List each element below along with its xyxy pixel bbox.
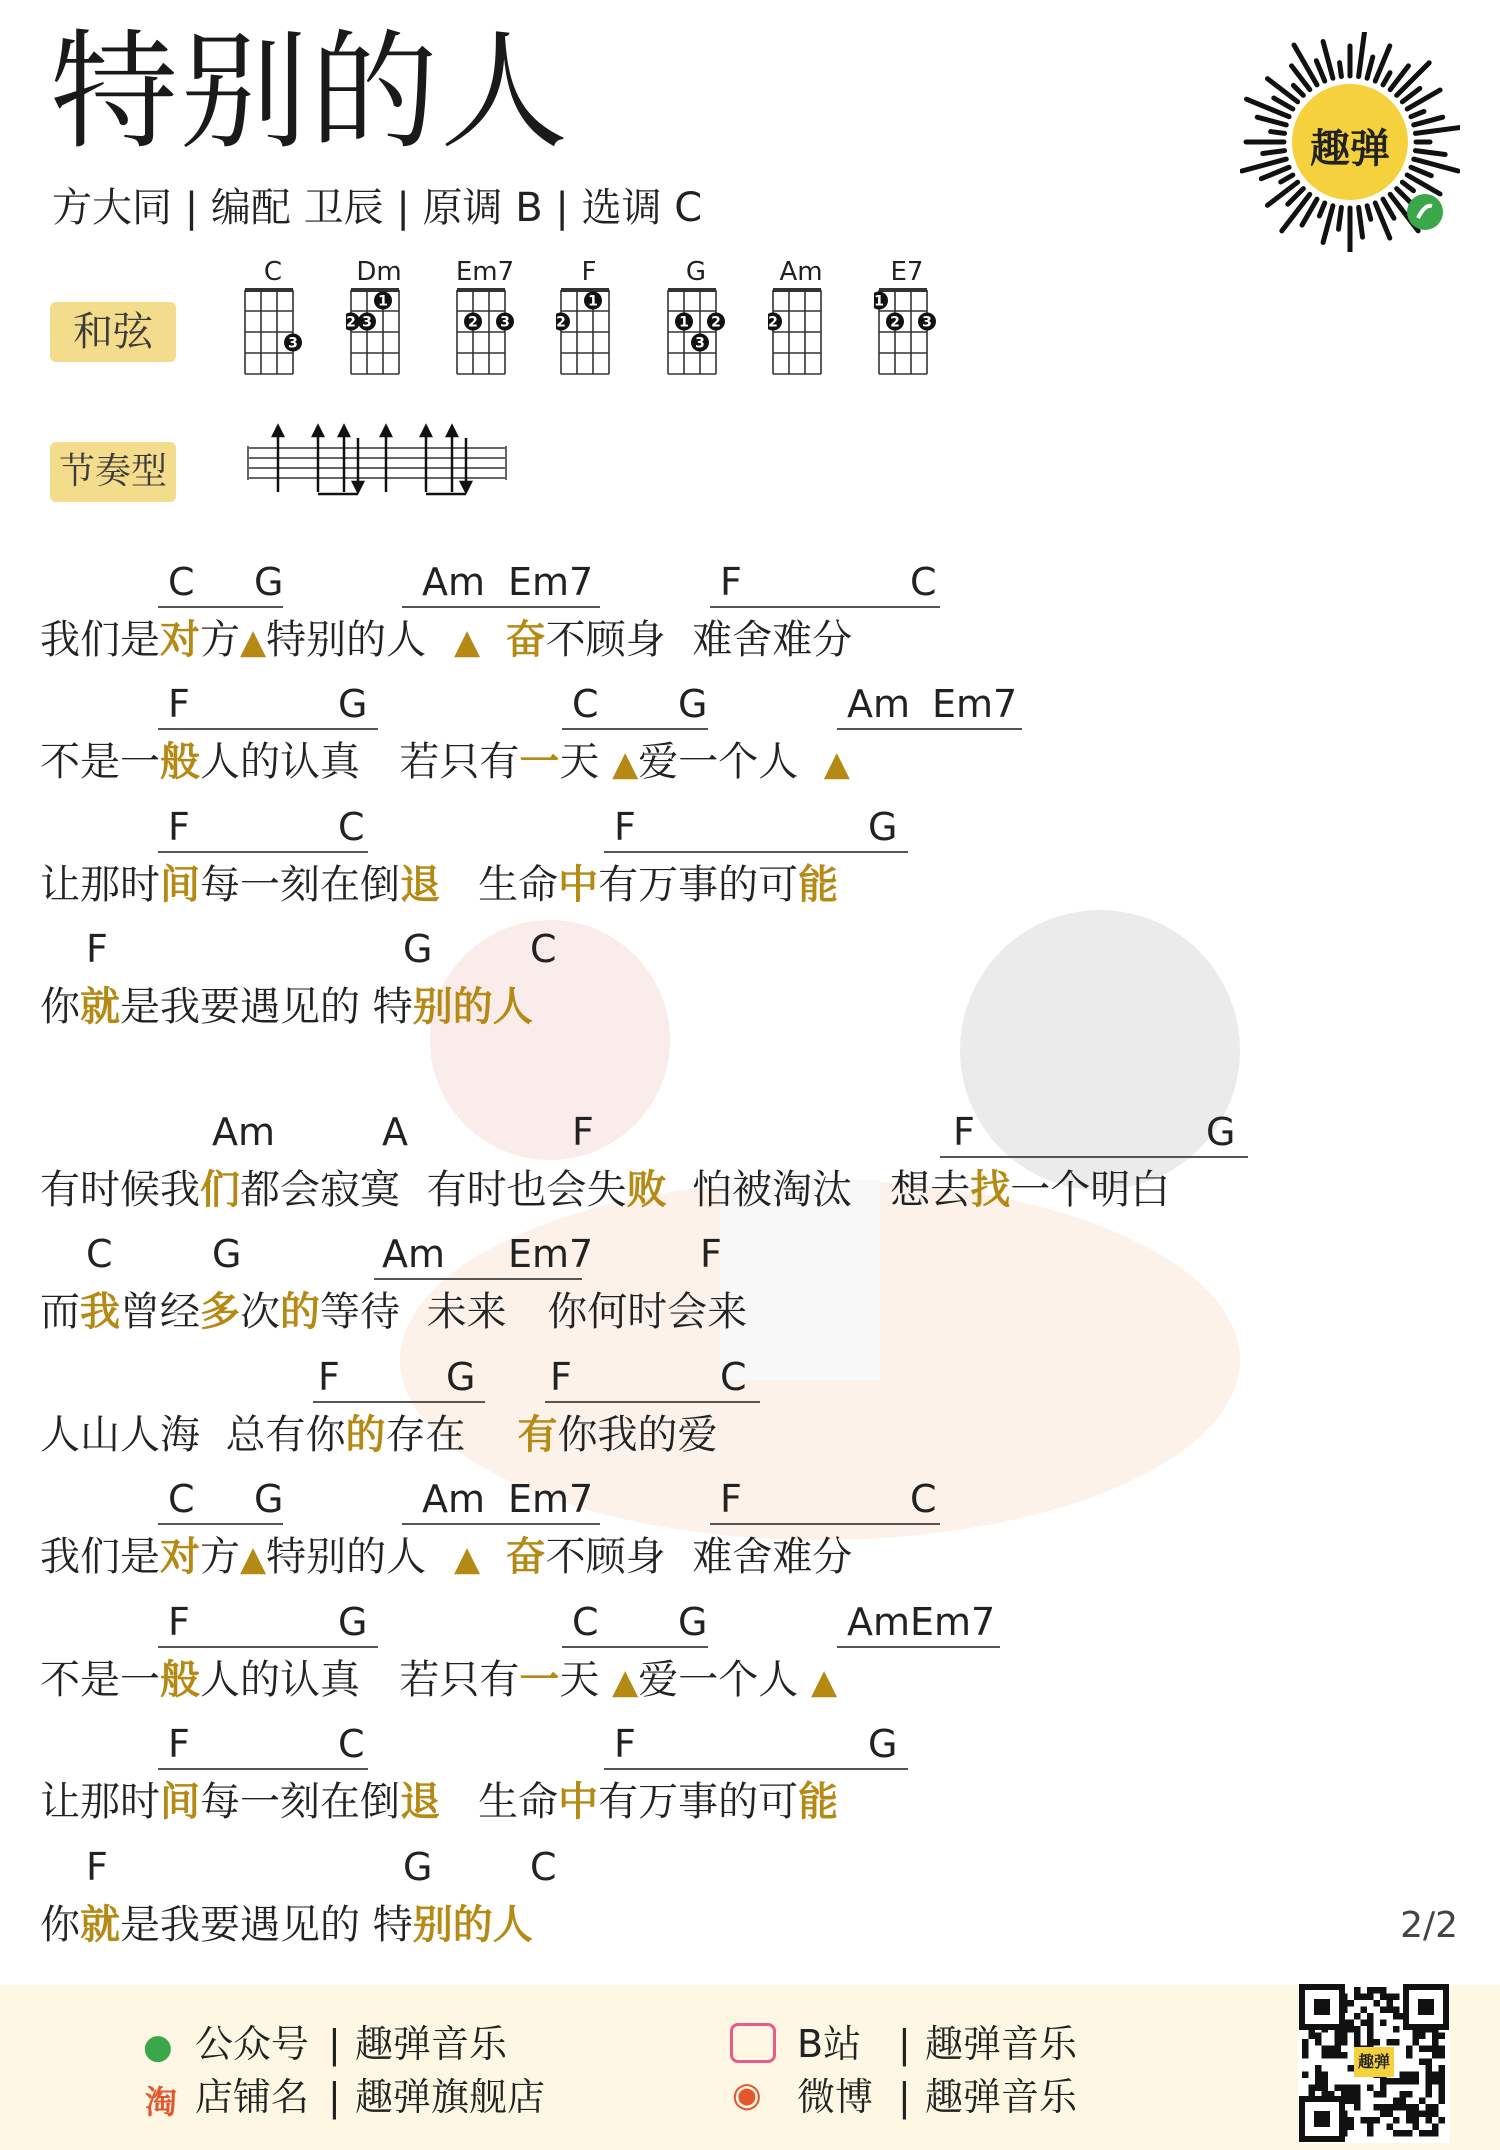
chord-symbol: F	[86, 927, 108, 971]
chord-symbol: G	[1206, 1110, 1236, 1154]
qr-center-label: 趣弹	[1354, 2047, 1394, 2077]
chord-grid	[874, 288, 944, 388]
wechat-value[interactable]: 趣弹音乐	[355, 2022, 508, 2066]
chord-grid	[452, 288, 522, 388]
chord-span-line	[402, 606, 600, 608]
chord-span-line	[158, 1646, 378, 1648]
chord-symbol: G	[678, 1600, 708, 1644]
footer-divider: |	[328, 2022, 341, 2066]
chord-name: Em7	[455, 257, 515, 287]
chord-symbol: Am	[422, 560, 486, 604]
finger-number: 2	[890, 314, 900, 331]
chord-symbol: Am	[382, 1232, 446, 1276]
lyric-line: 有时候我们都会寂寞 有时也会失败 怕被淘汰 想去找一个明白	[40, 1167, 1171, 1213]
chord-symbol: F	[572, 1110, 594, 1154]
chord-symbol: G	[254, 1477, 284, 1521]
finger-number: 3	[922, 314, 932, 331]
shop-value[interactable]: 趣弹旗舰店	[355, 2075, 546, 2119]
chord-symbol: Em7	[932, 682, 1018, 726]
chord-symbol: G	[446, 1355, 476, 1399]
chord-name: C	[263, 257, 283, 287]
chord-span-line	[604, 1768, 908, 1770]
chord-name: Dm	[356, 257, 402, 287]
footer-divider: |	[898, 2075, 911, 2119]
chord-symbol: G	[212, 1232, 242, 1276]
chord-symbol: C	[168, 1477, 195, 1521]
chord-span-line	[710, 1523, 940, 1525]
finger-number: 1	[874, 293, 884, 310]
finger-number: 3	[362, 314, 372, 331]
lyric-line: 人山人海 总有你的存在 有你我的爱	[40, 1412, 718, 1458]
qr-code[interactable]	[1298, 1983, 1450, 2143]
finger-number: 2	[556, 314, 566, 331]
finger-number: 2	[711, 314, 721, 331]
chord-symbol: A	[382, 1110, 408, 1154]
chord-name: G	[685, 257, 707, 287]
chord-name: Am	[779, 257, 823, 287]
chord-symbol: C	[338, 1722, 365, 1766]
chord-symbol: G	[338, 1600, 368, 1644]
chord-span-line	[402, 1523, 600, 1525]
chord-symbol: G	[338, 682, 368, 726]
chord-symbol: AmEm7	[847, 1600, 996, 1644]
chord-symbol: F	[168, 1722, 190, 1766]
rhythm-pattern	[246, 420, 511, 500]
lyric-line: 不是一般人的认真 若只有一天 ▲爱一个人 ▲	[40, 739, 850, 785]
finger-number: 2	[346, 314, 356, 331]
chord-symbol: C	[910, 560, 937, 604]
finger-number: 3	[695, 335, 705, 352]
weibo-icon: ◉	[732, 2075, 762, 2115]
lyric-line: 你就是我要遇见的 特别的人	[40, 984, 533, 1030]
footer-divider: |	[328, 2075, 341, 2119]
lyric-line: 让那时间每一刻在倒退 生命中有万事的可能	[40, 862, 839, 908]
lyric-line: 而我曾经多次的等待 未来 你何时会来	[40, 1289, 748, 1335]
chord-symbol: G	[868, 1722, 898, 1766]
chord-symbol: Em7	[508, 1477, 594, 1521]
chords-tag: 和弦	[50, 302, 176, 362]
chord-symbol: C	[720, 1355, 747, 1399]
finger-number: 1	[378, 293, 388, 310]
chord-span-line	[837, 1646, 1000, 1648]
chord-symbol: F	[953, 1110, 975, 1154]
chord-span-line	[562, 728, 708, 730]
bilibili-icon	[730, 2023, 776, 2063]
chord-symbol: G	[403, 1845, 433, 1889]
chord-grid	[663, 288, 733, 388]
lyric-line: 不是一般人的认真 若只有一天 ▲爱一个人 ▲	[40, 1657, 838, 1703]
chord-symbol: C	[530, 1845, 557, 1889]
chord-symbol: F	[86, 1845, 108, 1889]
chord-symbol: Am	[847, 682, 911, 726]
chord-span-line	[158, 1768, 368, 1770]
finger-number: 3	[500, 314, 510, 331]
finger-number: 2	[468, 314, 478, 331]
footer-divider: |	[898, 2022, 911, 2066]
taobao-icon: 淘	[145, 2083, 178, 2121]
chord-symbol: C	[530, 927, 557, 971]
chord-span-line	[710, 606, 940, 608]
lyric-line: 我们是对方▲特别的人 ▲ 奋不顾身 难舍难分	[40, 1534, 853, 1580]
chord-symbol: F	[168, 682, 190, 726]
chord-symbol: F	[720, 1477, 742, 1521]
chord-symbol: F	[550, 1355, 572, 1399]
page-number: 2/2	[1400, 1905, 1458, 1946]
chord-grid	[346, 288, 416, 388]
song-title: 特别的人	[50, 18, 571, 167]
song-meta: 方大同 | 编配 卫辰 | 原调 B | 选调 C	[52, 185, 703, 231]
chord-symbol: F	[614, 1722, 636, 1766]
chord-span-line	[158, 1523, 283, 1525]
chord-symbol: Am	[212, 1110, 276, 1154]
chord-symbol: C	[572, 682, 599, 726]
chord-span-line	[545, 1401, 760, 1403]
chord-name: E7	[890, 257, 924, 287]
chord-symbol: F	[168, 805, 190, 849]
chord-span-line	[158, 606, 283, 608]
finger-number: 2	[768, 314, 778, 331]
lyric-line: 让那时间每一刻在倒退 生命中有万事的可能	[40, 1779, 839, 1825]
shop-label: 店铺名	[195, 2075, 310, 2119]
chord-symbol: Am	[422, 1477, 486, 1521]
chord-grid	[240, 288, 310, 388]
footer	[0, 1985, 1500, 2150]
lyric-line: 我们是对方▲特别的人 ▲ 奋不顾身 难舍难分	[40, 617, 853, 663]
chord-span-line	[837, 728, 1022, 730]
rhythm-tag: 节奏型	[50, 442, 176, 502]
chord-span-line	[158, 851, 368, 853]
weibo-value[interactable]: 趣弹音乐	[925, 2075, 1078, 2119]
chord-symbol: F	[318, 1355, 340, 1399]
chord-span-line	[158, 728, 378, 730]
bilibili-label: B站	[797, 2022, 862, 2066]
chord-span-line	[940, 1156, 1248, 1158]
wechat-label: 公众号	[195, 2022, 310, 2066]
chord-symbol: G	[678, 682, 708, 726]
chord-symbol: C	[168, 560, 195, 604]
chord-span-line	[313, 1401, 485, 1403]
chord-span-line	[374, 1278, 582, 1280]
finger-number: 1	[588, 293, 598, 310]
chord-symbol: C	[338, 805, 365, 849]
chord-symbol: F	[700, 1232, 722, 1276]
logo-text: 趣弹	[1310, 126, 1390, 172]
chord-symbol: C	[572, 1600, 599, 1644]
chord-name: F	[581, 257, 597, 287]
chord-symbol: Em7	[508, 560, 594, 604]
finger-number: 1	[679, 314, 689, 331]
chord-symbol: Em7	[508, 1232, 594, 1276]
chord-symbol: F	[168, 1600, 190, 1644]
bilibili-value[interactable]: 趣弹音乐	[925, 2022, 1078, 2066]
chord-symbol: F	[720, 560, 742, 604]
chord-symbol: C	[910, 1477, 937, 1521]
lyric-line: 你就是我要遇见的 特别的人	[40, 1902, 533, 1948]
chord-span-line	[604, 851, 908, 853]
chord-span-line	[562, 1646, 708, 1648]
chord-symbol: G	[403, 927, 433, 971]
chord-symbol: C	[86, 1232, 113, 1276]
miniprogram-logo[interactable]	[1240, 32, 1460, 252]
wechat-icon: ●	[143, 2027, 173, 2067]
chord-symbol: G	[868, 805, 898, 849]
chord-grid	[768, 288, 838, 388]
chord-symbol: F	[614, 805, 636, 849]
chord-grid	[556, 288, 626, 388]
weibo-label: 微博	[797, 2075, 874, 2119]
chord-symbol: G	[254, 560, 284, 604]
finger-number: 3	[288, 335, 298, 352]
